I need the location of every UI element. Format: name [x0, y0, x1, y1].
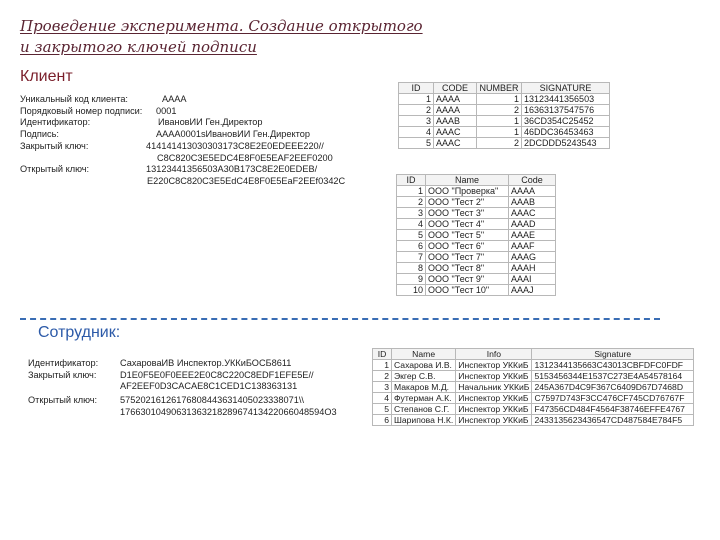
client-private-key-label: Закрытый ключ:: [20, 140, 89, 151]
cell-number: 1: [477, 116, 522, 127]
cell-code: AAAE: [509, 230, 556, 241]
cell-code: AAAD: [509, 219, 556, 230]
cell-id: 7: [397, 252, 426, 263]
cell-id: 3: [397, 208, 426, 219]
cell-name: ООО "Тест 6": [426, 241, 509, 252]
cell-signature: C7597D743F3CC476CF745CD76767F: [532, 393, 694, 404]
table-row: [399, 94, 610, 105]
column-header-id: ID: [373, 349, 392, 360]
cell-id: 5: [373, 404, 392, 415]
table-row: [373, 371, 694, 382]
cell-id: 5: [397, 230, 426, 241]
cell-info: Инспектор УККиБ: [456, 415, 532, 426]
cell-code: AAAA: [434, 94, 477, 105]
client-signature-label: Подпись:: [20, 129, 59, 140]
cell-id: 4: [397, 219, 426, 230]
cell-name: Сахарова И.В.: [392, 360, 456, 371]
employee-public-key-value-2: 1766301049063136321828967413422066048594O3: [120, 406, 337, 417]
client-code-value: AAAA: [162, 94, 187, 104]
employee-private-key-label: Закрытый ключ:: [28, 369, 97, 380]
column-header-signature: Signature: [532, 349, 694, 360]
column-header-name: Name: [426, 175, 509, 186]
table-row: [397, 230, 556, 241]
signature-number-label: Порядковый номер подписи:: [20, 105, 143, 116]
client-public-key-value-1: 13123441356503A30B173C8E2E0EDEB/: [146, 164, 318, 175]
cell-signature: 1312344135663C43013CBFDFC0FDF: [532, 360, 694, 371]
cell-id: 4: [373, 393, 392, 404]
client-code-label: Уникальный код клиента:: [20, 94, 128, 104]
employee-info: [28, 358, 368, 422]
cell-code: AAAJ: [509, 285, 556, 296]
client-identifier-value: ИвановИИ Ген.Директор: [158, 117, 263, 128]
table-row: [373, 404, 694, 415]
client-public-key-value-2: E220C8C820C3E5EdC4E8F0E5EaF2EEf0342C: [147, 175, 346, 186]
cell-code: AAAA: [434, 105, 477, 116]
cell-code: AAAC: [434, 127, 477, 138]
cell-signature: 2DCDDD5243543: [522, 138, 610, 149]
column-header-number: NUMBER: [477, 83, 522, 94]
cell-number: 1: [477, 94, 522, 105]
cell-id: 1: [397, 186, 426, 197]
table-row: [397, 285, 556, 296]
employee-private-key-value-1: D1E0F5E0F0EEE2E0C8C220C8EDF1EFE5E//: [120, 369, 314, 380]
cell-id: 2: [397, 197, 426, 208]
table-row: [373, 415, 694, 426]
column-header-id: ID: [399, 83, 434, 94]
cell-name: ООО "Тест 5": [426, 230, 509, 241]
table-row: [399, 116, 610, 127]
cell-id: 4: [399, 127, 434, 138]
employees-table: [372, 348, 694, 426]
table-row: [399, 138, 610, 149]
cell-name: ООО "Проверка": [426, 186, 509, 197]
cell-code: AAAA: [509, 186, 556, 197]
cell-number: 1: [477, 127, 522, 138]
cell-signature: F47356CD484F4564F38746EFFE4767: [532, 404, 694, 415]
cell-id: 8: [397, 263, 426, 274]
cell-id: 6: [397, 241, 426, 252]
table-row: [397, 197, 556, 208]
cell-name: ООО "Тест 8": [426, 263, 509, 274]
table-row: [399, 127, 610, 138]
table-row: [397, 274, 556, 285]
column-header-code: Code: [509, 175, 556, 186]
signatures-table: [398, 82, 610, 149]
client-info: [20, 94, 380, 194]
table-row: [397, 186, 556, 197]
cell-id: 1: [399, 94, 434, 105]
cell-signature: 16363137547576: [522, 105, 610, 116]
section-divider: [20, 318, 660, 320]
client-identifier-label: Идентификатор:: [20, 117, 91, 128]
cell-code: AAAF: [509, 241, 556, 252]
cell-info: Инспектор УККиБ: [456, 360, 532, 371]
table-row: [397, 241, 556, 252]
cell-info: Инспектор УККиБ: [456, 404, 532, 415]
cell-name: ООО "Тест 4": [426, 219, 509, 230]
table-row: [399, 105, 610, 116]
cell-code: AAAG: [509, 252, 556, 263]
table-header-row: [399, 83, 610, 94]
employee-public-key-value-1: 57520216126176808443631405023338071\\: [120, 395, 304, 405]
cell-id: 1: [373, 360, 392, 371]
employee-heading: Сотрудник:: [38, 324, 121, 341]
cell-code: AAAC: [434, 138, 477, 149]
client-private-key-value-1: 414141413030303173C8E2E0EDEEE220//: [146, 140, 324, 151]
cell-name: ООО "Тест 3": [426, 208, 509, 219]
cell-number: 2: [477, 138, 522, 149]
employee-identifier-value: СахароваИВ Инспектор.УККиБОСБ8611: [120, 358, 292, 368]
clients-table: [396, 174, 556, 296]
client-public-key-label: Открытый ключ:: [20, 164, 90, 175]
cell-info: Инспектор УККиБ: [456, 393, 532, 404]
table-row: [397, 252, 556, 263]
cell-signature: 245A367D4C9F367C6409D67D7468D: [532, 382, 694, 393]
employee-identifier-label: Идентификатор:: [28, 358, 99, 368]
cell-name: ООО "Тест 7": [426, 252, 509, 263]
cell-number: 2: [477, 105, 522, 116]
client-private-key-value-2: C8C820C3E5EDC4E8F0E5EAF2EEF0200: [157, 152, 333, 163]
cell-signature: 13123441356503: [522, 94, 610, 105]
client-signature-value: AAAA0001sИвановИИ Ген.Директор: [156, 129, 310, 140]
cell-signature: 46DDC36453463: [522, 127, 610, 138]
cell-name: Экгер С.В.: [392, 371, 456, 382]
cell-code: AAAC: [509, 208, 556, 219]
table-header-row: [397, 175, 556, 186]
cell-code: AAAH: [509, 263, 556, 274]
table-row: [373, 360, 694, 371]
title-line-1: Проведение эксперимента. Создание открытого: [20, 17, 423, 35]
cell-name: Шарипова Н.К.: [392, 415, 456, 426]
employee-public-key-label: Открытый ключ:: [28, 395, 98, 405]
employee-private-key-value-2: AF2EEF0D3CACAE8C1CED1C138363131: [120, 381, 298, 392]
cell-code: AAAB: [434, 116, 477, 127]
cell-name: Макаров М.Д.: [392, 382, 456, 393]
table-row: [397, 208, 556, 219]
cell-name: Футерман А.К.: [392, 393, 456, 404]
cell-info: Инспектор УККиБ: [456, 371, 532, 382]
cell-name: ООО "Тест 9": [426, 274, 509, 285]
cell-code: AAAB: [509, 197, 556, 208]
table-header-row: [373, 349, 694, 360]
cell-id: 5: [399, 138, 434, 149]
cell-id: 2: [373, 371, 392, 382]
cell-code: AAAI: [509, 274, 556, 285]
cell-signature: 2433135623436547CD487584E784F5: [532, 415, 694, 426]
column-header-code: CODE: [434, 83, 477, 94]
column-header-info: Info: [456, 349, 532, 360]
cell-info: Начальник УККиБ: [456, 382, 532, 393]
cell-id: 3: [373, 382, 392, 393]
slide-title: [20, 16, 480, 58]
cell-id: 3: [399, 116, 434, 127]
cell-id: 10: [397, 285, 426, 296]
table-row: [373, 393, 694, 404]
signature-number-value: 0001: [156, 105, 177, 116]
cell-id: 6: [373, 415, 392, 426]
client-heading: Клиент: [20, 68, 73, 85]
table-row: [373, 382, 694, 393]
table-row: [397, 263, 556, 274]
cell-name: ООО "Тест 2": [426, 197, 509, 208]
cell-signature: 5153456344E1537C273E4A54578164: [532, 371, 694, 382]
column-header-name: Name: [392, 349, 456, 360]
cell-name: Степанов С.Г.: [392, 404, 456, 415]
column-header-id: ID: [397, 175, 426, 186]
cell-id: 9: [397, 274, 426, 285]
cell-signature: 36CD354C25452: [522, 116, 610, 127]
title-line-2: и закрытого ключей подписи: [20, 38, 257, 56]
table-row: [397, 219, 556, 230]
cell-id: 2: [399, 105, 434, 116]
cell-name: ООО "Тест 10": [426, 285, 509, 296]
column-header-signature: SIGNATURE: [522, 83, 610, 94]
